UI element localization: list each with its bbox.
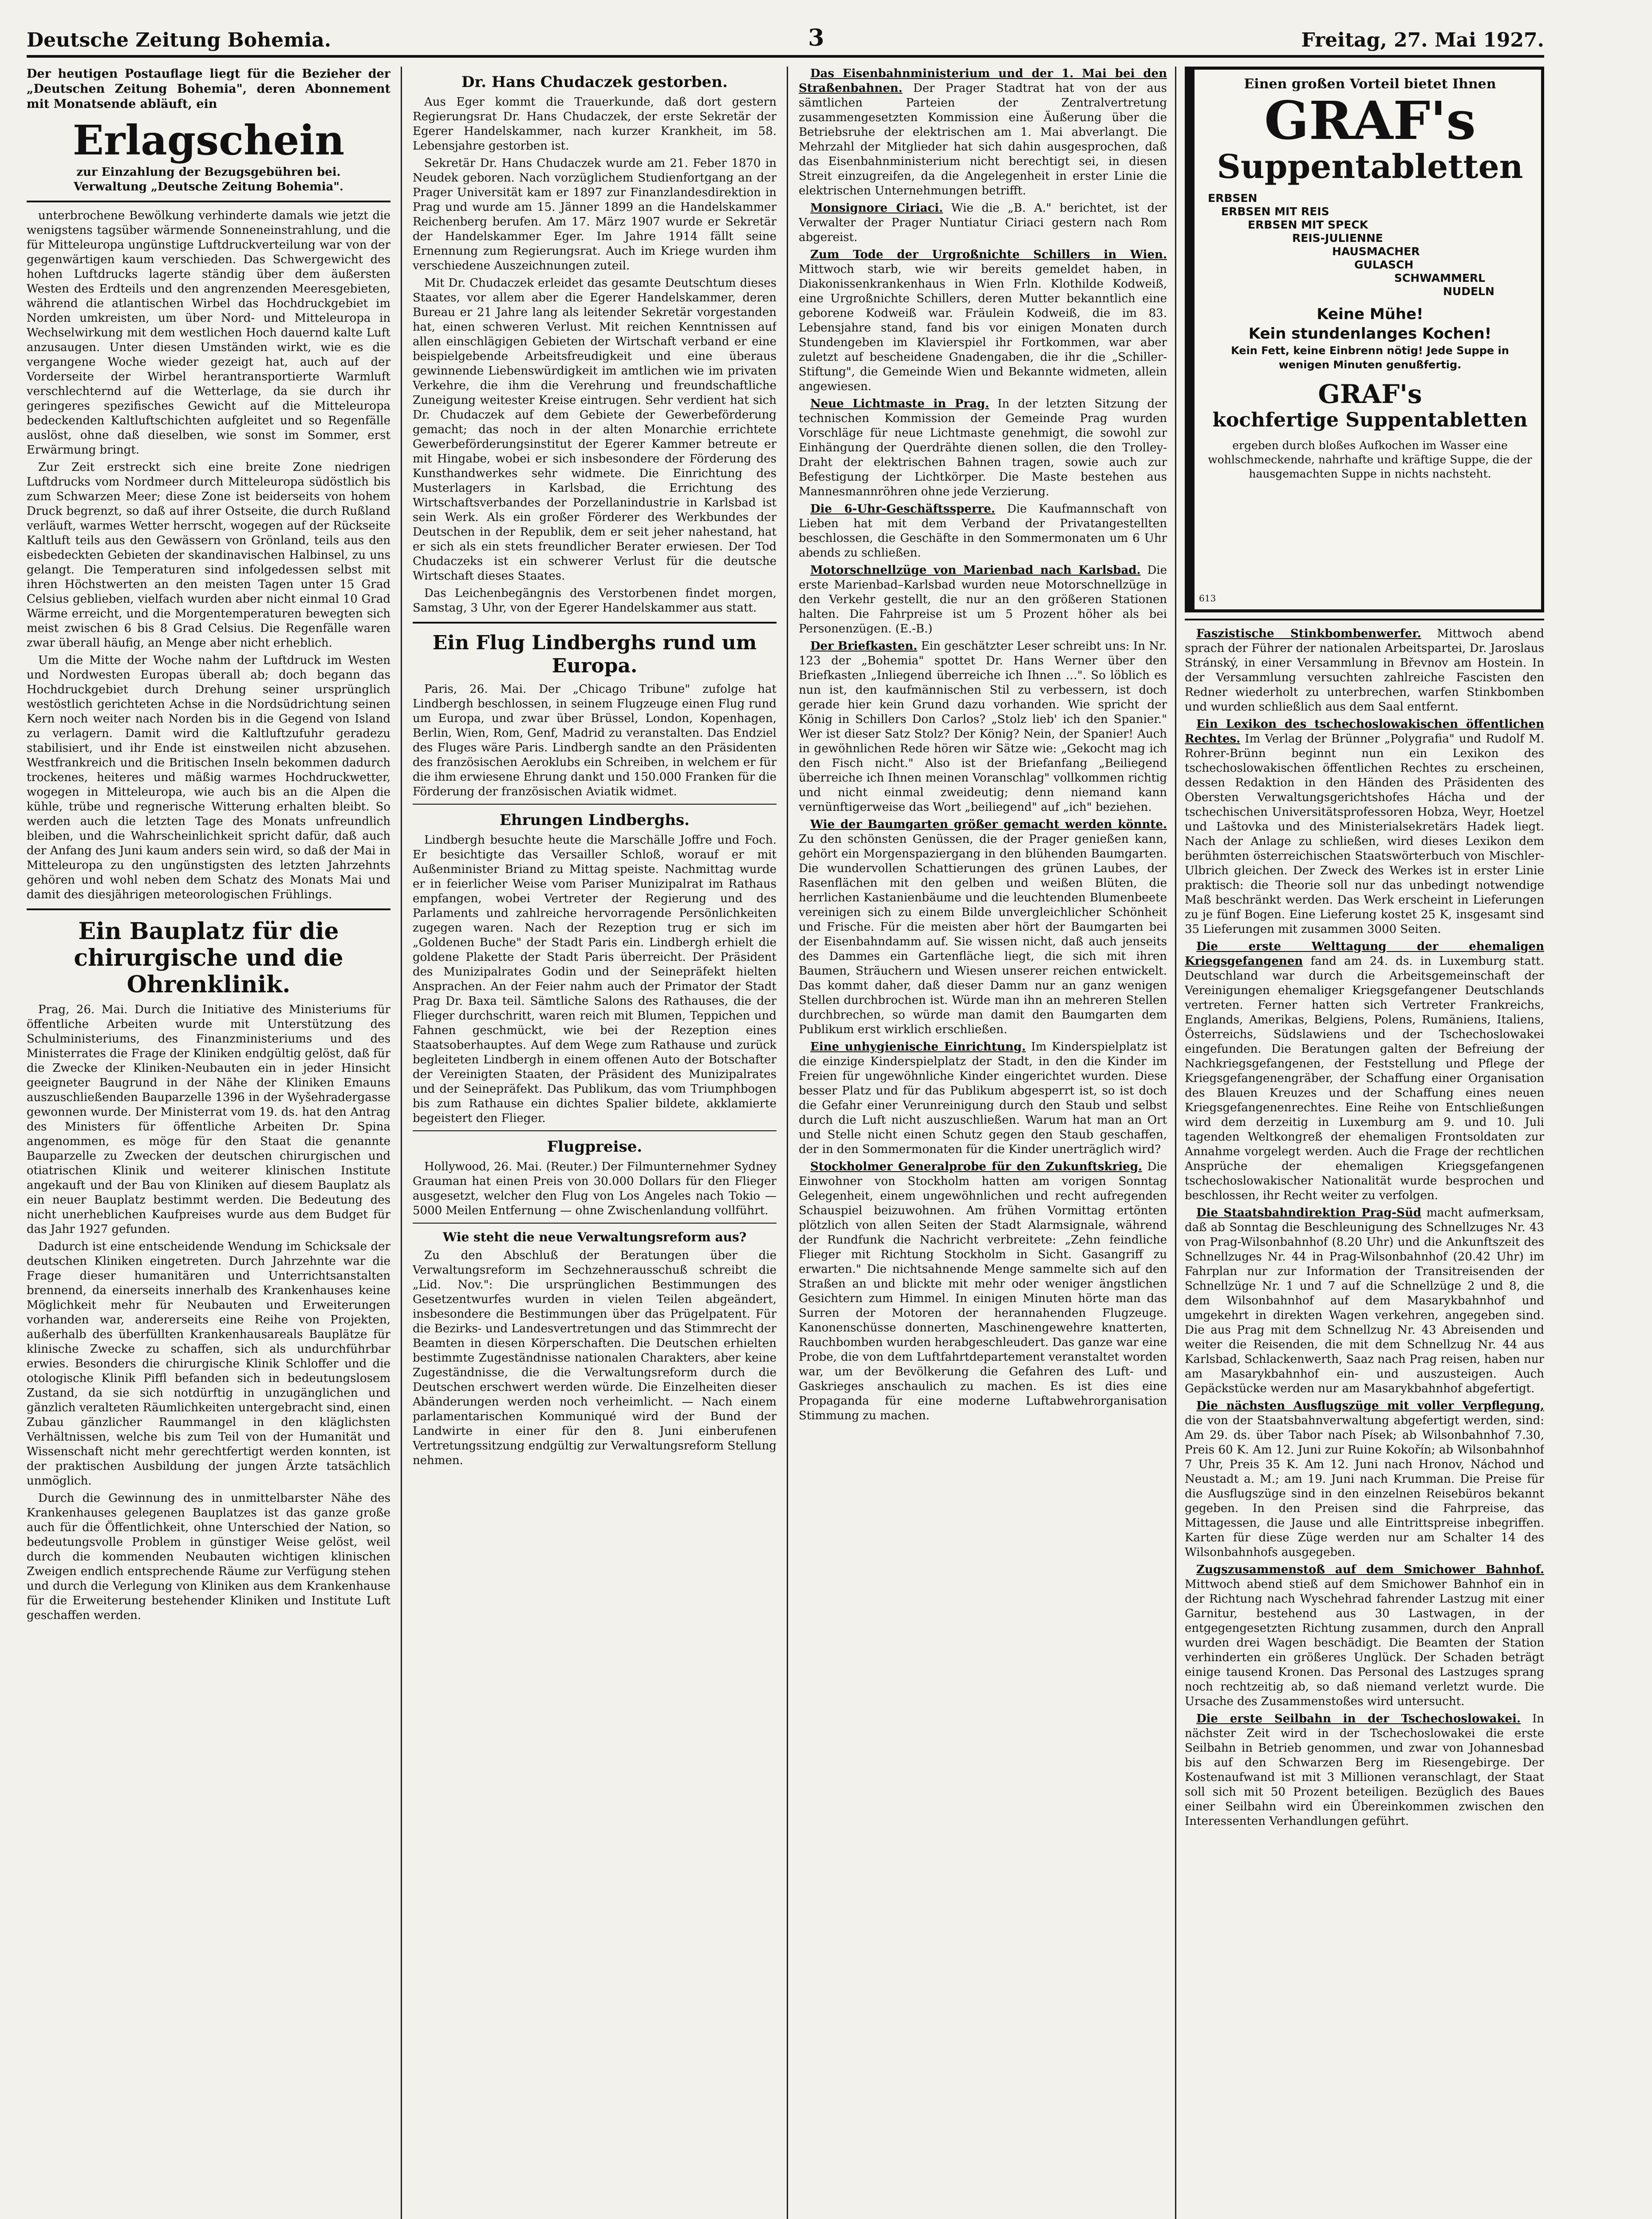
article-paragraph (1185, 1399, 1544, 1560)
ad-flavor-list (1208, 192, 1532, 298)
ad-slogan: Keine Mühe! (1317, 305, 1423, 323)
divider (413, 1130, 777, 1131)
divider (27, 908, 390, 910)
ad-flavor: GULASCH (1354, 258, 1414, 271)
masthead-paper-name: Deutsche Zeitung Bohemia. (27, 29, 331, 51)
column-rule (401, 67, 402, 2219)
notice-title: Erlagschein (72, 116, 345, 164)
notice-subtitle: zur Einzahlung der Bezugsgebühren bei. (76, 166, 341, 179)
article-paragraph: Dadurch ist eine entscheidende Wendung im Schicksale der deutschen Kliniken eingetreten. Durch Jahrzehnte war die Frage dieser humanitären und Unterrichtsanstalten brennend, da einerseits innerhalb des Krankenhauses keine Möglichkeit mehr für Neubauten und Erweiterungen vorhanden war, andererseits eine Reihe von Projekten, außerhalb des überfüllten Krankenhausareals Bauplätze für klinische Zwecke zu schaffen, sich als undurchführbar erwies. Besonders die chirurgische Klinik Schloffer und die otologische Klinik Piffl befanden sich in bedeutungslosem Zustand, da sie sich notdürftig in unzugänglichen und gänzlich veralteten Räumlichkeiten untergebracht sind, einen Zubau gänzlicher Raummangel in den kläglichsten Verhältnissen, welche bis zum Teil von der Humanität und Wissenschaft nicht mehr gerechtfertigt werden konnten, ist der praktischen Ausbildung der jungen Ärzte tatsächlich unmöglich. (27, 1240, 390, 1488)
column-2 (413, 67, 777, 2219)
item-text: Die Kaufmannschaft von Lieben hat mit dem Verband der Privatangestellten beschlossen, die Geschäfte in den Sommermonaten um 6 Uhr abends zu schließen. (799, 502, 1167, 560)
ad-description: ergeben durch bloßes Aufkochen im Wasser eine wohlschmeckende, nahrhafte und kräftige Suppe, die der hausgemachten Suppe in nichts nachsteht. (1208, 439, 1532, 480)
divider (413, 1223, 777, 1224)
ad-product: Suppentabletten (1217, 148, 1523, 186)
masthead-date: Freitag, 27. Mai 1927. (1301, 29, 1544, 51)
article-paragraph (799, 201, 1167, 245)
divider (413, 622, 777, 624)
notice-signature: Verwaltung „Deutsche Zeitung Bohemia". (73, 180, 344, 193)
article-paragraph (1185, 717, 1544, 937)
article-paragraph (799, 639, 1167, 815)
ad-flavor: ERBSEN MIT REIS (1221, 205, 1329, 218)
article-paragraph (799, 563, 1167, 636)
item-headline: Ein Lexikon des tschechoslowakischen öffentlichen Rechtes. (1185, 718, 1544, 746)
item-headline: Die 6-Uhr-Geschäftssperre. (810, 502, 995, 516)
article-paragraph: Zu den Abschluß der Beratungen über die Verwaltungsreform im Sechzehnerausschuß schreibt die „Lid. Nov.": Die ursprünglichen Bestimmungen des Gesetzentwurfes wurden in vielen Teilen abgeändert, insbesondere die Bestimmungen über das Prügelpatent. Für die Bezirks- und Landesvertretungen und das Stimmrecht der Beamten in diesen Körperschaften. Die Deutschen erhielten bestimmte Zugeständnisse nationalen Charakters, aber keine Zugeständnisse, die die Verwaltungsreform durch die Deutschen erschwert werden würde. Die Einzelheiten dieser Abänderungen werden noch verheimlicht. — Nach einem parlamentarischen Kommuniqué wird der Bund der Landwirte in einer für den 8. Juni einberufenen Vertretungssitzung endgültig zur Verwaltungsreform Stellung nehmen. (413, 1249, 777, 1467)
item-headline: Stockholmer Generalprobe für den Zukunftskrieg. (810, 1160, 1142, 1173)
newspaper-page (27, 24, 1544, 2219)
item-text: Die Einwohner von Stockholm hatten am vorigen Sonntag Gelegenheit, einem ungewöhnlichen und recht aufregenden Schauspiel beizuwohnen. Am frühen Vormittag ertönten plötzlich von allen Seiten der Stadt Alarmsignale, während der Rundfunk die Nachricht verbreitete: „Zehn feindliche Flieger mit Richtung Stockholm in Sicht. Gasangriff zu erwarten." Die nichtsahnende Menge sammelte sich auf den Straßen an und blickte mit mehr oder weniger ängstlichen Gesichtern zum Himmel. In einigen Minuten hörte man das Surren der Motoren der herannahenden Flugzeuge. Kanonenschüsse donnerten, Maschinengewehre knatterten, Rauchbomben wurden herabgeschleudert. Das ganze war eine Probe, die von dem Luftfahrtdepartement veranstaltet worden war, um der Bevölkerung die Gefahren des Luft- und Gaskrieges anschaulich zu machen. Es ist dies eine Propaganda für eine moderne Luftabwehrorganisation Stimmung zu machen. (799, 1160, 1167, 1422)
item-text: Im Verlag der Brünner „Polygrafia" und Rudolf M. Rohrer-Brünn beginnt nun ein Lexikon des tschechoslowakischen öffentlichen Rechtes zu erscheinen, dessen Redaktion in den Händen des Präsidenten des Obersten Verwaltungsgerichtshofes Hácha und der tschechischen Universitätsprofessoren Hobza, Weyr, Hoetzel und Laštovka und des Ministerialsekretärs Hadek liegt. Nach der Anlage zu schließen, wird dieses Lexikon dem berühmten österreichischen Staatswörterbuch von Mischler-Ulbrich gleichen. Der Zweck des Werkes ist in erster Linie praktisch: die Theorie soll nur das unbedingt notwendige Maß beschränkt werden. Das Werk erscheint in Lieferungen zu je fünf Bogen. Eine Lieferung kostet 25 K, insgesamt sind 35 Lieferungen mit zusammen 3000 Seiten. (1185, 732, 1544, 936)
ad-flavor: REIS-JULIENNE (1292, 232, 1383, 245)
article-paragraph: Prag, 26. Mai. Durch die Initiative des Ministeriums für öffentliche Arbeiten wurde mit Unterstützung des Schulministeriums, des Finanzministeriums und des Ministerrates die Frage der Kliniken endgültig gelöst, daß für die Zwecke der Kliniken-Neubauten ein in jeder Hinsicht geeigneter Baugrund in der Nähe der Kliniken Emauns auszuschließenden Bauparzelle 1396 in der Wyšehradergasse gewonnen wurde. Der Ministerrat vom 19. ds. hat den Antrag des Ministers für öffentliche Arbeiten Dr. Spina angenommen, es möge für den Staat die genannte Bauparzelle zu Zwecken der deutschen chirurgischen und otiatrischen Klinik und weiterer klinischen Institute angekauft und der Bau von Kliniken auf diesem Bauplatz als ein neuer Bauplatz bestimmt werden. Die Bedeutung des nicht unerheblichen Kaufpreises wurde aus dem Budget für das Jahr 1927 gefunden. (27, 1003, 390, 1236)
item-text: Ein geschätzter Leser schreibt uns: In Nr. 123 der „Bohemia" spottet Dr. Hans Werner über den Briefkasten „Inliegend überreiche ich Ihnen …". So löblich es nun ist, den kaufmännischen Stil zu verbessern, ist doch gerade hier kein Grund dazu vorhanden. Wie spricht der König in Schillers Don Carlos? „Stolz lieb' ich den Spanier." Wer ist dieser Satz Stolz? Der König? Nein, der Spanier! Auch in gewöhnlichen Rede hören wir Sätze wie: „Gekocht mag ich den Fisch nicht." Also ist der Briefanfang „Beiliegend überreiche ich Ihnen meinen Voranschlag" vollkommen richtig und nicht einmal zweideutig; denn niemand kann vernünftigerweise das Wort „beiliegend" auf „ich" beziehen. (799, 640, 1167, 814)
article-paragraph (799, 1040, 1167, 1157)
item-headline: Die nächsten Ausflugszüge mit voller Verpflegung, (1196, 1399, 1544, 1413)
ad-code: 613 (1199, 593, 1216, 604)
article-paragraph (1185, 1206, 1544, 1396)
article-headline-ehrungen: Ehrungen Lindberghs. (499, 811, 690, 829)
item-text: Mittwoch starb, wie wir bereits gemeldet haben, in Diakonissenkrankenhaus in Wien Frln. Klothilde Kodweiß, eine Urgroßnichte Schillers, deren Mutter bekanntlich eine geborene Kodweiß war. Fräulein Kodweiß, die im 83. Lebensjahre stand, fand bis vor einigen Monaten durch Stundengeben im Klavierspiel ihr Fortkommen, war aber zuletzt auf bescheidene Gnadengaben, die ihr die „Schiller-Stiftung", die Gemeinde Wien und Bekannte widmeten, allein angewiesen. (799, 263, 1167, 393)
article-paragraph: Paris, 26. Mai. Der „Chicago Tribune" zufolge hat Lindbergh beschlossen, in seinem Flugzeuge einen Flug rund um Europa, und zwar über Brüssel, London, Kopenhagen, Berlin, Wien, Rom, Genf, Madrid zu veranstalten. Das Endziel des Fluges wäre Paris. Lindbergh sandte an den Präsidenten des französischen Aeroklubs ein Schreiben, in welchem er für die ihm erwiesene Ehrung dankt und 150.000 Franken für die Förderung der französischen Aviatik widmet. (413, 683, 777, 798)
item-headline: Das Eisenbahnministerium und der 1. Mai bei den Straßenbahnen. (799, 67, 1167, 95)
item-headline: Die erste Seilbahn in der Tschechoslowakei. (1196, 1712, 1521, 1725)
item-text: Die erste Marienbad–Karlsbad wurden neue Motorschnellzüge in den Verkehr gestellt, die nur an den größeren Stationen halten. Die Fahrpreise ist um 5 Prozent höher als bei Personenzügen. (E.-B.) (799, 564, 1167, 636)
article-paragraph: Durch die Gewinnung des in unmittelbarster Nähe des Krankenhauses gelegenen Bauplatzes ist das ganze große auch für die Öffentlichkeit, ohne Unterschied der Nation, so bedeutungsvolle Problem in günstiger Weise gelöst, weil durch die kommenden Neubauten wichtigen klinischen Zweigen endlich entsprechende Räume zur Verfügung stehen und durch die Verlegung von Kliniken aus dem Krankenhause für die Erweiterung bestehender Kliniken und Institute Luft geschaffen werden. (27, 1492, 390, 1622)
item-headline: Neue Lichtmaste in Prag. (810, 397, 990, 411)
article-headline-chudaczek: Dr. Hans Chudaczek gestorben. (461, 73, 728, 91)
article-paragraph (799, 502, 1167, 561)
column-4 (1185, 67, 1544, 2219)
item-headline: Eine unhygienische Einrichtung. (810, 1040, 1026, 1054)
article-paragraph: Mit Dr. Chudaczek erleidet das gesamte Deutschtum dieses Staates, vor allem aber die Egerer Handelskammer, deren Bureau er 21 Jahre lang als leitender Sekretär vorgestanden hat, einen schweren Verlust. Mit reichen Kenntnissen auf allen einschlägigen Gebieten der Wirtschaft verband er eine beispielgebende Arbeitsfreudigkeit und eine überaus gewinnende Liebenswürdigkeit im amtlichen wie im privaten Verkehre, die ihm die Verehrung und freundschaftliche Zuneigung weitester Kreise eintrugen. Sehr verdient hat sich Dr. Chudaczek auf dem Gebiete der Gewerbeförderung gemacht; das noch in der alten Monarchie errichtete Gewerbeförderungsinstitut der Egerer Kammer betreute er mit Hingabe, wobei er sich insbesondere der Förderung des Kunsthandwerkes sehr widmete. Die Einrichtung des Musterlagers in Karlsbad, die Errichtung des Wirtschaftsverbandes der Porzellanindustrie in Karlsbad ist sein Werk. Als ein großer Förderer des Werkbundes der Deutschen in der Republik, dem er seit jeher nahestand, hat er sich als ein stets freundlicher Berater erwiesen. Der Tod Chudaczeks ist ein schwerer Verlust für die deutsche Wirtschaft dieses Staates. (413, 276, 777, 583)
item-text: Im Kinderspielplatz ist die einzige Kinderspielplatz der Stadt, in den die Kinder im Freien für ungewöhnliche Kinder eingerichtet wurden. Diese besser Platz und für das Publikum abgesperrt ist, so ist doch die Gefahr einer Verunreinigung durch den Staub und selbst durch die Luft nicht auszuschließen. Warum hat man an Ort und Stelle nicht einen Schutz gegen den Staub geschaffen, der in den Sommermonaten für die Kinder unerträglich wird? (799, 1040, 1167, 1156)
article-paragraph (1185, 1712, 1544, 1829)
masthead (27, 24, 1544, 58)
masthead-page-number: 3 (808, 24, 824, 51)
ad-tagline: Einen großen Vorteil bietet Ihnen (1244, 76, 1496, 92)
article-paragraph: Hollywood, 26. Mai. (Reuter.) Der Filmunternehmer Sydney Grauman hat einen Preis von 30.000 Dollars für den Flieger ausgesetzt, welcher den Flug von Los Angeles nach Tokio — 5000 Meilen Entfernung — ohne Zwischenlandung vollführt. (413, 1160, 777, 1217)
item-text: Wie die „B. A." berichtet, ist der Verwalter der Prager Nuntiatur Ciriaci gestern nach Rom abgereist. (799, 201, 1167, 244)
column-1 (27, 67, 390, 2219)
article-paragraph: Das Leichenbegängnis des Verstorbenen findet morgen, Samstag, 3 Uhr, von der Egerer Handelskammer aus statt. (413, 587, 777, 615)
item-headline: Die erste Welttagung der ehemaligen Kriegsgefangenen (1185, 940, 1544, 968)
article-headline-bauplatz: Ein Bauplatz für die chirurgische und die Ohrenklinik. (74, 918, 343, 998)
item-text: In der letzten Sitzung der technischen Kommission der Gemeinde Prag wurden Vorschläge für neue Lichtmaste genehmigt, die sowohl zur Einhängung der Querdrähte dienen sollen, die den Trolley-Draht der elektrischen Bahnen tragen, sowie auch zur Befestigung der Lichtkörper. Die Maste bestehen aus Mannesmannröhren ohne jede Verzierung. (799, 397, 1167, 498)
soup-tablet-advertisement (1185, 67, 1544, 612)
item-text: Der Prager Stadtrat hat von der aus sämtlichen Parteien der Zentralvertretung zusammengesetzten Kommission eine Äußerung über die Betriebsruhe der elektrischen am 1. Mai abverlangt. Die Mehrzahl der Mitglieder hat sich dahin ausgesprochen, daß das Eisenbahnministerium nicht berechtigt sei, in diesen Streit einzugreifen, da die Angelegenheit in erster Linie die elektrischen Unternehmungen betrifft. (799, 82, 1167, 197)
item-headline: Wie der Baumgarten größer gemacht werden könnte. (810, 818, 1167, 831)
divider (1185, 619, 1544, 620)
item-headline: Motorschnellzüge von Marienbad nach Karlsbad. (810, 564, 1141, 577)
article-paragraph (799, 817, 1167, 1037)
article-paragraph (799, 397, 1167, 499)
item-headline: Monsignore Ciriaci. (810, 201, 943, 215)
ad-brand-secondary: GRAF's (1318, 379, 1422, 409)
article-paragraph (1185, 627, 1544, 715)
ad-flavor: NUDELN (1443, 285, 1494, 298)
article-paragraph (799, 67, 1167, 198)
item-text: Mittwoch abend sprach der Führer der nationalen Arbeitspartei, Dr. Jaroslaus Stránský, in einer Versammlung in Břevnov am Hostein. In der Versammlung versuchten zahlreiche Fascisten den Redner wiederholt zu unterbrechen, warfen Stinkbomben und wurden schließlich aus dem Saal entfernt. (1185, 627, 1544, 714)
ad-product-secondary: kochfertige Suppentabletten (1212, 409, 1528, 431)
ad-brand: GRAF's (1264, 90, 1476, 151)
article-headline-flugpreise: Flugpreise. (547, 1138, 643, 1156)
item-headline: Faszistische Stinkbombenwerfer. (1196, 627, 1421, 640)
item-text: fand am 24. ds. in Luxemburg statt. Deutschland war durch die Arbeitsgemeinschaft der Vereinigungen ehemaliger Kriegsgefangener Deutschlands vertreten. Ferner hatten sich Vertreter Frankreichs, Englands, Amerikas, Belgiens, Polens, Rumäniens, Italiens, Österreichs, Südslawiens und der Tschechoslowakei eingefunden. Die Beratungen galten der Befreiung der Nachkriegsgefangenen, der Feststellung und Pflege der Kriegsgefangenengräber, der Schaffung einer Organisation des Blauen Kreuzes und der Schaffung eines neuen Kriegsgefangenenrechtes. Eine Reihe von Entschließungen wird dem derzeitig in Luxemburg am 9. und 10. Juli tagenden Weltkongreß der ehemaligen Frontsoldaten zur Annahme vorgelegt werden. Auch die Frage der rechtlichen Ansprüche der ehemaligen Kriegsgefangenen tschechoslowakischer Nationalität wurde besprochen und beschlossen, ihr Recht weiter zu verfolgen. (1185, 955, 1544, 1202)
divider (27, 201, 390, 202)
weather-paragraph: Zur Zeit erstreckt sich eine breite Zone niedrigen Luftdrucks vom Nordmeer durch Mitteleuropa südöstlich bis zum Schwarzen Meer; diese Zone ist beiderseits von hohem Druck begrenzt, so daß auf ihrer Ostseite, die durch Rußland verläuft, warmes Wetter herrscht, wogegen auf der Rückseite Kaltluft teils aus den Gewässern von Grönland, teils aus den eisbedeckten Gebieten der skandinavischen Halbinsel, zu uns gelangt. Die Temperaturen sind infolgedessen selbst mit ihren Höchstwerten an den meisten Tagen unter 15 Grad Celsius geblieben, vielfach wurden aber nicht einmal 10 Grad Wärme erreicht, und die Morgentemperaturen bewegten sich meist zwischen 6 bis 8 Grad Celsius. Die Regenfälle waren zwar überall häufig, an Menge aber nicht erheblich. (27, 461, 390, 650)
ad-smallprint: Kein Fett, keine Einbrenn nötig! Jede Suppe in wenigen Minuten genußfertig. (1231, 344, 1509, 371)
ad-flavor: SCHWAMMERL (1394, 272, 1486, 284)
article-paragraph (1185, 1563, 1544, 1709)
column-3 (799, 67, 1167, 2219)
column-rule (1175, 67, 1176, 2219)
item-headline: Zugszusammenstoß auf dem Smichower Bahnhof. (1196, 1563, 1544, 1576)
weather-paragraph: Um die Mitte der Woche nahm der Luftdruck im Westen und Nordwesten Europas überall ab; doch begann das Hochdruckgebiet durch Drehung seiner ursprünglich westöstlich gerichteten Achse in die Nordsüdrichtung seinen Kern noch weiter nach Norden bis in die Gegend von Island zu verlagern. Damit wird die Kaltluftzufuhr geradezu stabilisiert, und ihr Ende ist einstweilen nicht abzusehen. Westfrankreich und die Britischen Inseln bekommen dadurch trockenes, heiteres und mäßig warmes Hochdruckwetter, wogegen in Mitteleuropa, wie auch bis an die Alpen die kühle, trübe und regnerische Witterung erhalten bleibt. So werden auch die letzten Tage des Monats unfreundlich bleiben, und die Wahrscheinlichkeit spricht dafür, daß auch der Anfang des Juni kaum anders sein wird, so daß der Mai in Mitteleuropa zu den ungünstigsten des letzten Jahrzehnts gehören und wohl neben dem Schatz des Monats Mai und damit des diesjährigen meteorologischen Frühlings. (27, 654, 390, 901)
item-text: Mittwoch abend stieß auf dem Smichower Bahnhof ein in der Richtung nach Wyschehrad fahrender Lastzug mit einer Garnitur, bestehend aus 30 Lastwagen, in der entgegengesetzten Richtung zusammen, durch den Anprall wurden drei Wagen beschädigt. Die Beamten der Station verhinderten ein größeres Unglück. Der Schaden beträgt einige tausend Kronen. Das Personal des Lastzuges sprang noch rechtzeitig ab, so daß niemand verletzt wurde. Die Ursache des Zusammenstoßes wird untersucht. (1185, 1578, 1544, 1708)
column-rule (787, 67, 788, 2219)
article-headline-verwaltungsreform: Wie steht die neue Verwaltungsreform aus? (442, 1230, 747, 1244)
item-headline: Zum Tode der Urgroßnichte Schillers in Wien. (810, 248, 1167, 261)
item-text: die von der Staatsbahnverwaltung abgefertigt werden, sind: Am 29. ds. über Tabor nach Písek; ab Wilsonbahnhof 7.30, Preis 60 K. Am 12. Juni zur Ruine Kokořín; ab Wilsonbahnhof 7 Uhr, Preis 35 K. Am 12. Juni nach Hronov, Náchod und Neustadt a. M.; am 19. Juni nach Krumman. Die Preise für die Ausflugszüge sind in den einzelnen Reisebüros bekannt gegeben. In den Preisen sind die Fahrpreise, das Mittagessen, die Jause und alle Eintrittspreise inbegriffen. Karten für diese Züge werden nur am Schalter 14 des Wilsonbahnhofs ausgegeben. (1185, 1414, 1544, 1559)
article-paragraph (1185, 940, 1544, 1203)
item-headline: Der Briefkasten. (810, 640, 918, 653)
item-headline: Die Staatsbahndirektion Prag-Süd (1196, 1206, 1422, 1220)
item-text: Zu den schönsten Genüssen, die der Prager genießen kann, gehört ein Morgenspaziergang in den blühenden Baumgarten. Die wundervollen Schattierungen des grünen Laubes, der Rasenflächen mit den gelben und weißen Blüten, die herrlichen Kastanienbäume und die leuchtenden Blumenbeete vereinigen sich zu einem Bilde unvergleichlicher Schönheit und Frische. Für die meisten aber hört der Baumgarten bei der Eisenbahndamm auf. Sie wissen nicht, daß auch jenseits des Dammes ein Gartenfläche liegt, die sich mit ihren Baumen, Sträuchern und Wiesen unserer reichen entwickelt. Das kommt daher, daß dieser Damm nur an ganz wenigen Stellen durchbrochen ist. Würde man ihn an mehreren Stellen durchbrechen, so würde man damit den Baumgarten dem Publikum erst wirklich erschließen. (799, 833, 1167, 1036)
subscription-notice: Der heutigen Postauflage liegt für die Bezieher der „Deutschen Zeitung Bohemia", deren Abonnement mit Monatsende abläuft, ein (27, 67, 390, 111)
ad-flavor: ERBSEN (1208, 192, 1258, 205)
weather-paragraph: unterbrochene Bewölkung verhinderte damals wie jetzt die wenigstens tagsüber wärmende Sonneneinstrahlung, und die für Mitteleuropa ungünstige Luftdruckverteilung war von der gegenwärtigen kaum verschieden. Das Schwergewicht des hohen Luftdrucks lagerte ständig über dem äußersten Westen des Erdteils und den angrenzenden Meeresgebieten, während die atlantischen Wirbel das Hochdruckgebiet im Norden umkreisten, um über Nord- und Mitteleuropa in Wechselwirkung mit dem westlichen Hoch dauernd kalte Luft anzusaugen. Unter diesen Umständen wirkt, wie es die vergangene Woche wieder gezeigt hat, auch auf der Vorderseite der Wirbel herantransportierte Warmluft verschlechternd auf die Wetterlage, da sie durch ihr geringeres spezifisches Gewicht auf die Mitteleuropa bedeckenden Kaltluftschichten aufgleitet und so Regenfälle auslöst, ohne daß dieselben, wie sonst im Sommer, erst Erwärmung bringt. (27, 209, 390, 457)
article-headline-lindbergh: Ein Flug Lindberghs rund um Europa. (432, 632, 757, 677)
article-paragraph: Lindbergh besuchte heute die Marschälle Joffre und Foch. Er besichtigte das Versailler Schloß, worauf er mit Außenminister Briand zu Mittag speiste. Nachmittag wurde er in feierlicher Weise vom Pariser Munizipalrat im Rathaus empfangen, wobei Vertreter der Regierung und des Parlaments und zahlreiche hervorragende Persönlichkeiten zugegen waren. Nach der Rezeption trug er sich im „Goldenen Buche" der Stadt Paris ein. Lindbergh erhielt die goldene Plakette der Stadt Paris überreicht. Der Präsident des Munizipalrates Godin und der Seinepräfekt hielten Ansprachen. An der Feier nahm auch der Primator der Stadt Prag Dr. Baxa teil. Sämtliche Salons des Rathauses, die der Flieger durchschritt, waren reich mit Blumen, Teppichen und Fahnen geschmückt, wie bei der Rezeption eines Staatsoberhauptes. Auf dem Wege zum Rathause und zurück begleiteten Lindbergh in einem offenen Auto der Botschafter der Vereinigten Staaten, der Präsident des Munizipalrates und der Seinepräfekt. Das Publikum, das vom Triumphbogen bis zum Rathause ein dichtes Spalier bildete, akklamierte begeistert den Flieger. (413, 833, 777, 1125)
ad-slogan: Kein stundenlanges Kochen! (1248, 325, 1492, 343)
item-text: macht aufmerksam, daß ab Sonntag die Beschleunigung des Schnellzuges Nr. 43 von Prag-Wilsonbahnhof (8.20 Uhr) und die Ankunftszeit des Schnellzuges Nr. 44 in Prag-Wilsonbahnhof (20.42 Uhr) im Fahrplan nur zur Information der Transitreisenden der Schnellzüge Nr. 1 und 7 auf die Schnellzüge 2 und 8, die dem Wilsonbahnhof auf dem Masarykbahnhof und umgekehrt in direkten Wagen verkehren, angegeben sind. Die aus Prag mit dem Schnellzug Nr. 43 Abreisenden und weiter die Reisenden, die mit dem Schnellzug Nr. 44 aus Karlsbad, Schlackenwerth, Saaz nach Prag reisen, haben nur am Masarykbahnhof ein- und auszusteigen. Auch Gepäckstücke werden nur am Masarykbahnhof abgefertigt. (1185, 1206, 1544, 1395)
divider (413, 804, 777, 805)
article-paragraph (799, 248, 1167, 394)
ad-flavor: ERBSEN MIT SPECK (1248, 218, 1368, 231)
article-paragraph: Sekretär Dr. Hans Chudaczek wurde am 21. Feber 1870 in Neudek geboren. Nach vorzüglichem Studienfortgang an der Prager Universität kam er 1897 zur Finanzlandesdirektion in Prag und wurde am 15. Jänner 1899 an die Handelskammer Reichenberg berufen. Am 17. März 1907 wurde er Sekretär der Handelskammer Eger. Im Jahre 1914 fällt seine Ernennung zum Regierungsrat. Auch im Kriege wurden ihm verschiedene Auszeichnungen zuteil. (413, 157, 777, 272)
item-text: In nächster Zeit wird in der Tschechoslowakei die erste Seilbahn in Betrieb genommen, und zwar von Johannesbad bis auf den Schwarzen Berg im Riesengebirge. Der Kostenaufwand ist mit 3 Millionen veranschlagt, der Staat soll sich mit 50 Prozent beteiligen. Bezüglich des Baues einer Seilbahn wird ein Übereinkommen zwischen den Interessenten Verhandlungen geführt. (1185, 1712, 1544, 1828)
article-paragraph (799, 1160, 1167, 1423)
article-paragraph: Aus Eger kommt die Trauerkunde, daß dort gestern Regierungsrat Dr. Hans Chudaczek, der erste Sekretär der Egerer Handelskammer, nach kurzer Krankheit, im 58. Lebensjahre gestorben ist. (413, 95, 777, 153)
ad-flavor: HAUSMACHER (1332, 245, 1420, 258)
